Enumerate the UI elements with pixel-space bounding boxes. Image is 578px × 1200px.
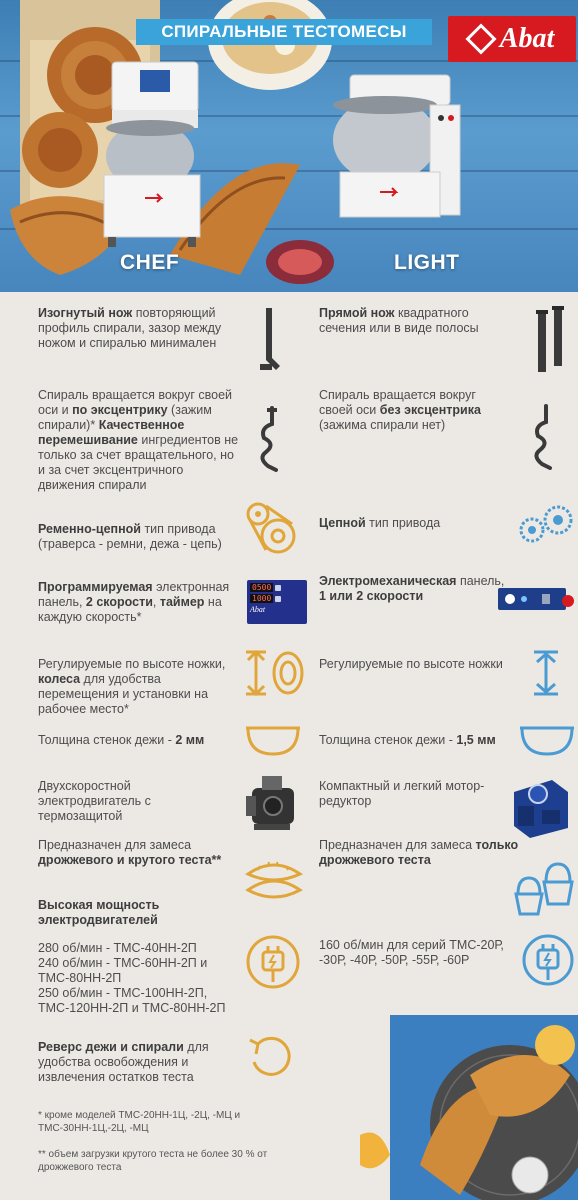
reverse-arrow-icon <box>246 1032 296 1082</box>
feature-chef-drive: Ременно-цепной тип привода (траверса - ремни, дежа - цепь) <box>38 522 222 551</box>
belt-drive-icon <box>244 498 304 556</box>
motor-icon <box>238 770 306 838</box>
spiral-hook-icon <box>256 406 290 474</box>
power-spec-3: 250 об/мин - ТМС-100НН-2П, ТМС-120НН-2П и ТМС-80НН-2П <box>38 986 226 1015</box>
power-plug-icon <box>244 934 302 990</box>
model-label-light: LIGHT <box>394 251 460 274</box>
brand-logo: Abat <box>448 16 576 62</box>
feature-light-legs: Регулируемые по высоте ножки <box>319 657 503 671</box>
height-wheel-icon <box>242 648 306 698</box>
feature-light-spiral: Спираль вращается вокруг своей оси без эксцентрика (зажима спирали нет) <box>319 388 481 432</box>
power-spec-1: 280 об/мин - ТМС-40НН-2П <box>38 941 197 955</box>
feature-chef-power: Высокая мощность электродвигателей 280 об/мин - ТМС-40НН-2П 240 об/мин - ТМС-60НН-2П и ТМС-80НН-2П 250 об/мин - ТМС-100НН-2П, ТМС-120НН-2П и ТМС-80НН-2П <box>38 898 238 1016</box>
feature-chef-spiral: Спираль вращается вокруг своей оси и по эксцентрику (зажим спирали)* Качественное перемешивание ингредиентов не только за счет вращательного, но и за счет эксцентричного движения спирали <box>38 388 239 492</box>
straight-knife-icon <box>530 304 574 376</box>
feature-light-panel: Электромеханическая панель, 1 или 2 скорости <box>319 574 505 603</box>
electronic-panel-icon: 0500 1000 Abat <box>247 580 307 624</box>
footnote-1: * кроме моделей ТМС-20НН-1Ц, -2Ц, -МЦ и ТМС-30НН-1Ц,-2Ц, -МЦ <box>38 1110 241 1134</box>
spiral-hook-icon <box>530 404 564 470</box>
feature-light-dough: Предназначен для замеса только дрожжевого теста <box>319 838 519 867</box>
croissants-photo <box>360 1015 578 1200</box>
bowl-icon <box>518 720 576 758</box>
feature-light-bowl: Толщина стенок дежи - 1,5 мм <box>319 733 496 747</box>
cupcakes-icon <box>512 856 576 918</box>
feature-chef-panel: Программируемая электронная панель, 2 скорости, таймер на каждую скорость* <box>38 580 230 624</box>
feature-light-drive: Цепной тип привода <box>319 516 441 530</box>
feature-chef-knife: Изогнутый нож повторяющий профиль спирали, зазор между ножом и спиралью минимален <box>38 306 222 350</box>
feature-light-power: 160 об/мин для серий ТМС-20Р, -30Р, -40Р, -50Р, -55Р, -60Р <box>319 938 504 967</box>
chain-drive-icon <box>518 500 574 550</box>
dumplings-icon <box>244 860 304 906</box>
feature-light-motor: Компактный и легкий мотор-редуктор <box>319 779 485 808</box>
feature-chef-bowl: Толщина стенок дежи - 2 мм <box>38 733 205 747</box>
feature-chef-motor: Двухскоростной электродвигатель с термозащитой <box>38 779 151 823</box>
feature-light-knife: Прямой нож квадратного сечения или в виде полосы <box>319 306 479 335</box>
curved-knife-icon <box>252 306 286 376</box>
gear-motor-icon <box>508 772 574 842</box>
feature-chef-dough: Предназначен для замеса дрожжевого и крутого теста** <box>38 838 222 867</box>
bowl-icon <box>244 720 302 758</box>
feature-chef-reverse: Реверс дежи и спирали для удобства освобождения и извлечения остатков теста <box>38 1040 209 1084</box>
abat-logo-icon <box>465 23 496 54</box>
power-spec-2: 240 об/мин - ТМС-60НН-2П и ТМС-80НН-2П <box>38 956 208 985</box>
model-label-chef: CHEF <box>120 251 180 274</box>
hero-banner <box>0 0 578 292</box>
power-plug-icon <box>520 932 576 988</box>
feature-chef-legs: Регулируемые по высоте ножки, колеса для удобства перемещения и установки на рабочее место* <box>38 657 226 716</box>
page-title: СПИРАЛЬНЫЕ ТЕСТОМЕСЫ <box>136 19 432 45</box>
footnote-2: ** объем загрузки крутого теста не более 30 % от дрожжевого теста <box>38 1149 268 1173</box>
height-adjust-icon <box>530 650 562 696</box>
electromechanical-panel-icon <box>498 588 574 610</box>
